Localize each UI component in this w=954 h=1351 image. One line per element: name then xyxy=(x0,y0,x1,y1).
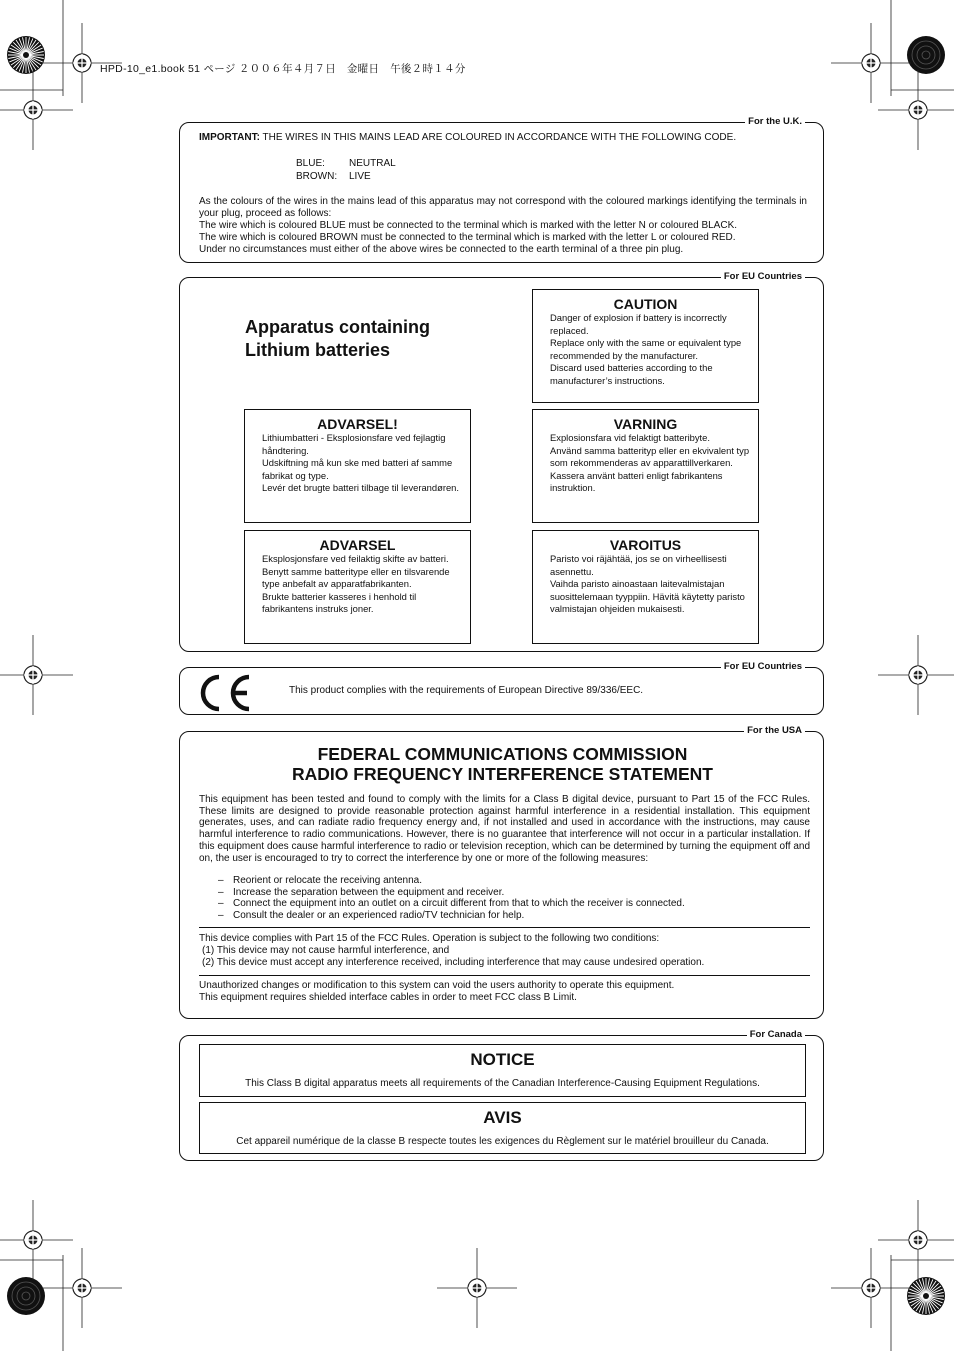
section-label-eu-ce: For EU Countries xyxy=(721,660,805,673)
wire-meaning: NEUTRAL xyxy=(349,158,396,169)
advarsel-dk-box xyxy=(244,409,471,523)
eu-battery-section xyxy=(179,271,824,652)
uk-important-line xyxy=(199,132,814,144)
advarsel-dk-text xyxy=(245,432,470,495)
important-label: IMPORTANT: xyxy=(199,132,260,143)
fcc-title xyxy=(180,744,825,784)
divider xyxy=(199,975,810,976)
varning-title: VARNING xyxy=(613,416,678,432)
caution-text xyxy=(533,312,758,387)
warning-line: Levér det brugte batteri tilbage til leverandøren. xyxy=(262,482,459,493)
fcc-changes-text xyxy=(199,980,810,1004)
avis-text: Cet appareil numérique de la classe B respecte toutes les exigences du Règlement sur le matériel brouilleur du Canada. xyxy=(236,1136,769,1147)
varoitus-title: VAROITUS xyxy=(609,537,682,553)
warning-line: Eksplosjonsfare ved feilaktig skifte av batteri. xyxy=(262,553,449,564)
list-item: – Connect the equipment into an outlet on a circuit different from that to which the receiver is connected. xyxy=(218,898,808,910)
eu-ce-section xyxy=(179,661,824,715)
avis-box xyxy=(199,1102,806,1154)
warning-line: Brukte batterier kasseres i henhold til fabrikantens instruks joner. xyxy=(262,590,417,614)
fcc-body-text: This equipment has been tested and found to comply with the limits for a Class B digital device, pursuant to Part 15 of the FCC Rules. These limits are designed to provide reasonable protection against harmful interference in a residential installation. This equipment generates, uses, and can radiate radio frequency energy and, if not installed and used in accordance with the instructions, may cause harmful interference to radio communications. However, there is no guarantee that interference will not occur in a particular installation. If this equipment does cause harmful interference to radio or television reception, which can be determined by turning the equipment off and on, the user is encouraged to try to correct the interference by one or more of the following measures: xyxy=(199,794,810,864)
canada-section xyxy=(179,1029,824,1161)
avis-title: AVIS xyxy=(483,1108,522,1127)
uk-section xyxy=(179,116,824,263)
caution-title: CAUTION xyxy=(613,296,678,312)
print-header-line: HPD-10_e1.book 51 ページ ２００６年４月７日 金曜日 午後２時１４分 xyxy=(100,63,466,75)
fcc-title-line: RADIO FREQUENCY INTERFERENCE STATEMENT xyxy=(292,764,713,784)
list-item: – Reorient or relocate the receiving antenna. xyxy=(218,875,808,887)
varoitus-box xyxy=(532,530,759,644)
warning-line: Replace only with the same or equivalent type recommended by the manufacturer. xyxy=(550,337,742,361)
uk-para-line: Under no circumstances must either of the above wires be connected to the earth terminal of a three pin plug. xyxy=(199,244,684,255)
warning-line: Udskiftning må kun ske med batteri af samme fabrikat og type. xyxy=(262,457,453,481)
list-item: – Increase the separation between the equipment and receiver. xyxy=(218,887,808,899)
wire-meaning: LIVE xyxy=(349,171,371,182)
uk-para-line: The wire which is coloured BLUE must be connected to the terminal which is marked with the letter N or coloured BLACK. xyxy=(199,220,738,231)
important-text: THE WIRES IN THIS MAINS LEAD ARE COLOURED IN ACCORDANCE WITH THE FOLLOWING CODE. xyxy=(259,132,737,143)
varning-box xyxy=(532,409,759,523)
varoitus-text xyxy=(533,553,758,616)
list-item: – Consult the dealer or an experienced radio/TV technician for help. xyxy=(218,910,808,922)
advarsel-no-box xyxy=(244,530,471,644)
notice-box xyxy=(199,1044,806,1097)
warning-line: Danger of explosion if battery is incorrectly replaced. xyxy=(550,312,727,336)
fcc-title-line: FEDERAL COMMUNICATIONS COMMISSION xyxy=(317,744,688,764)
section-label-eu: For EU Countries xyxy=(721,270,805,283)
caution-box xyxy=(532,289,759,403)
section-label-uk: For the U.K. xyxy=(745,115,805,128)
fcc-part15-text xyxy=(199,933,810,969)
section-label-canada: For Canada xyxy=(747,1028,805,1041)
ce-mark-icon xyxy=(194,674,254,712)
warning-line: Använd samma batterityp eller en ekvivalent typ som rekommenderas av apparattillverkaren. xyxy=(550,444,750,468)
warning-line: Discard used batteries according to the manufacturer’s instructions. xyxy=(550,362,713,386)
advarsel-no-title: ADVARSEL xyxy=(319,537,396,553)
wire-color: BLUE: xyxy=(296,158,325,169)
warning-line: Lithiumbatteri - Eksplosionsfare ved fejlagtig håndtering. xyxy=(262,432,446,456)
section-label-usa: For the USA xyxy=(744,724,805,737)
uk-para-line: As the colours of the wires in the mains lead of this apparatus may not correspond with the coloured markings identifying the terminals in your plug, proceed as follows: xyxy=(199,196,807,219)
uk-instructions xyxy=(199,196,807,256)
divider xyxy=(199,927,810,928)
notice-text: This Class B digital apparatus meets all requirements of the Canadian Interference-Causing Equipment Regulations. xyxy=(245,1078,760,1089)
wire-code-brown xyxy=(296,171,371,183)
fcc-line: (2) This device must accept any interference received, including interference that may cause undesired operation. xyxy=(202,957,705,968)
warning-line: Paristo voi räjähtää, jos se on virheellisesti asennettu. xyxy=(550,553,727,577)
fcc-line: This equipment requires shielded interface cables in order to meet FCC class B Limit. xyxy=(199,992,577,1003)
fcc-line: This device complies with Part 15 of the FCC Rules. Operation is subject to the following two conditions: xyxy=(199,933,660,944)
ce-compliance-text: This product complies with the requirements of European Directive 89/336/EEC. xyxy=(289,685,644,696)
warning-line: Vaihda paristo ainoastaan laitevalmistajan suosittelemaan tyyppiin. Hävitä käytetty paristo valmistajan ohjeiden mukaisesti. xyxy=(550,578,745,614)
warning-line: Kassera använt batteri enligt fabrikantens instruktion. xyxy=(550,469,723,493)
usa-section xyxy=(179,725,824,1019)
uk-para-line: The wire which is coloured BROWN must be connected to the terminal which is marked with the letter L or coloured RED. xyxy=(199,232,736,243)
fcc-measures-list xyxy=(218,875,808,922)
lithium-battery-title: Apparatus containing Lithium batteries xyxy=(245,317,431,360)
wire-code-blue xyxy=(296,158,396,170)
wire-color: BROWN: xyxy=(296,171,338,182)
warning-line: Benytt samme batteritype eller en tilsvarende type anbefalt av apparatfabrikanten. xyxy=(262,565,450,589)
fcc-line: Unauthorized changes or modification to this system can void the users authority to operate this equipment. xyxy=(199,980,675,991)
advarsel-dk-title: ADVARSEL! xyxy=(317,416,398,432)
notice-title: NOTICE xyxy=(470,1050,535,1069)
fcc-line: (1) This device may not cause harmful interference, and xyxy=(202,945,450,956)
warning-line: Explosionsfara vid felaktigt batteribyte. xyxy=(550,432,710,443)
varning-text xyxy=(533,432,758,495)
advarsel-no-text xyxy=(245,553,470,616)
